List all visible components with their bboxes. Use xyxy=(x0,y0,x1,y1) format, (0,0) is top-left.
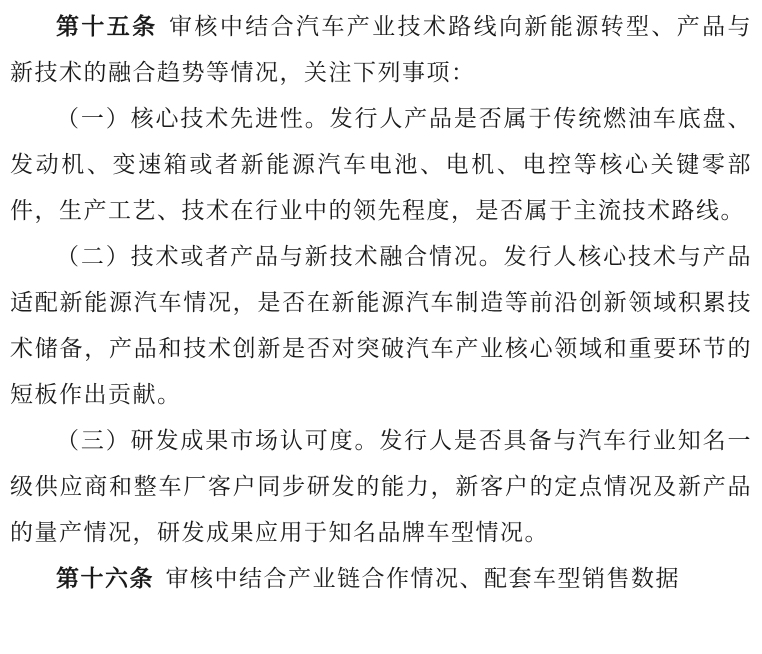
item-3-paragraph: （三）研发成果市场认可度。发行人是否具备与汽车行业知名一级供应商和整车厂客户同步研发的能力，新客户的定点情况及新产品的量产情况，研发成果应用于知名品牌车型情况。 xyxy=(10,428,752,546)
article-15-number: 第十五条 xyxy=(56,14,158,40)
article-15-text: 审核中结合汽车产业技术路线向新能源转型、产品与新技术的融合趋势等情况，关注下列事项： xyxy=(10,14,753,86)
item-2-paragraph: （二）技术或者产品与新技术融合情况。发行人核心技术与产品适配新能源汽车情况，是否在新能源汽车制造等前沿创新领域积累技术储备，产品和技术创新是否对突破汽车产业核心领域和重要环节的短板作出贡献。 xyxy=(10,244,752,408)
item-1-paragraph: （一）核心技术先进性。发行人产品是否属于传统燃油车底盘、发动机、变速箱或者新能源汽车电池、电机、电控等核心关键零部件，生产工艺、技术在行业中的领先程度，是否属于主流技术路线。 xyxy=(10,106,752,224)
article-16-number: 第十六条 xyxy=(56,566,154,592)
article-16-paragraph xyxy=(10,556,752,602)
article-15-paragraph xyxy=(10,4,752,96)
article-16-text: 审核中结合产业链合作情况、配套车型销售数据 xyxy=(165,566,680,592)
